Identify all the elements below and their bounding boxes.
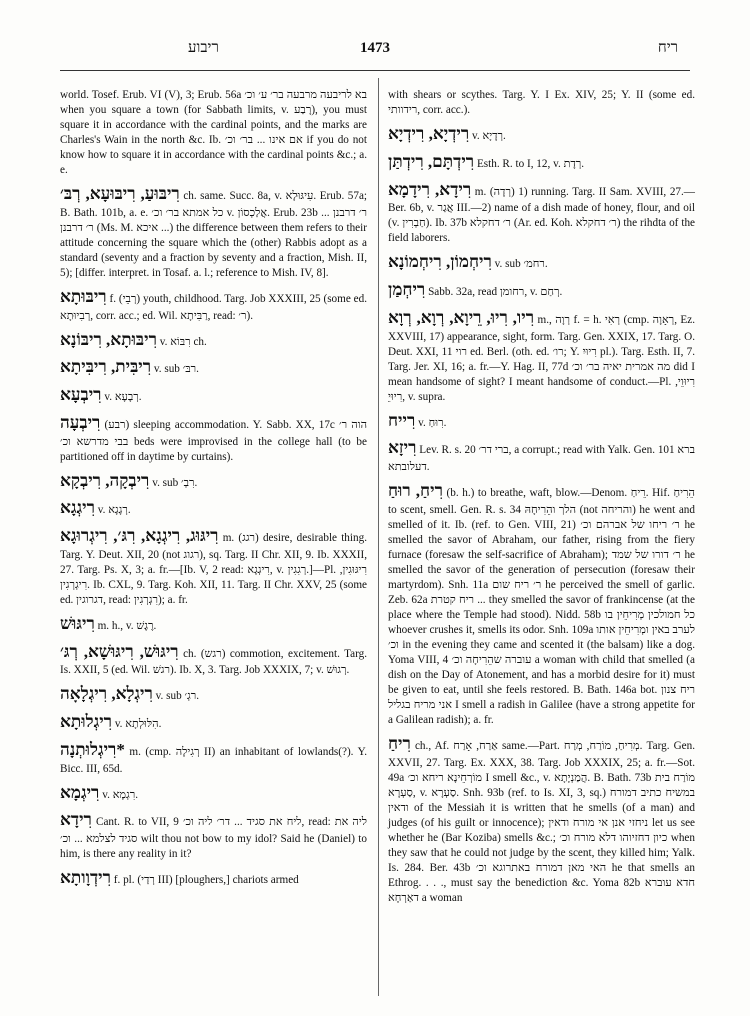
entry-headword: רִיבּוּעַ, רִיבּוּעָא, רְבּ׳ (60, 184, 180, 203)
dictionary-entry (60, 384, 367, 407)
entry-headword: רִיחְמוֹן, רִיחְמוֹנָא (388, 252, 492, 272)
entry-headword: רִיבְעָה (60, 412, 101, 432)
entry-definition: ch. (רגש) commotion, excitement. Targ. Is. XXII, 5 (ed. Wil. רגשׁ). Ib. X, 3. Targ. Job XXXIX, 7; v. רְגוּשׁ. (60, 647, 368, 677)
entry-definition: Lev. R. s. 20 ברי דר׳, a corrupt.; read with Yalk. Gen. 101 ברא דעלובתא. (388, 444, 696, 474)
entry-definition: Cant. R. to VII, 9 ליח את סגיד ... דר׳ ליה וכ׳, read: ליה את סגיד לצלמא ... וכ׳ wilt thou not bow to my idol? Said he (Daniel) to him, is there any reality in it? (60, 816, 368, 861)
entry-headword: רִיבִּית, רִיבִּיתָא (60, 357, 152, 377)
entry-definition: m., רְוָה f. = h. רְאִי (cmp. רְאָוָה, Ez. XXVIII, 17) appearance, sight, form. Targ. Gen. XXIX, 17. Targ. O. Deut. XXI, 11 רוי ed. Berl. (oth. ed. רו׳; Y. רִיוּיִ pl.). Targ. Esth. II, 7. Targ. Jer. XI, 16; a. fr.—Y. Hag. II, 77d מה אמרית יאיה בר׳ וכ׳ did I mean handsome of sight? I meant handsome of conduct.—Pl. רִיוּוֵי, רִיוּיֵ, v. supra. (388, 313, 696, 403)
entry-definition: v. רִגְמָא. (102, 788, 139, 801)
entry-headword: רִיבְעָא (60, 385, 102, 405)
entry-headword: רִיחַ, רוּחַ (388, 481, 443, 501)
entry-headword: רִיבּוּתָא, רִיבּוֹנָא (60, 329, 157, 349)
entry-definition: (רבע) sleeping accommodation. Y. Sabb. XX, 17c הוה ר׳ בבי מדרשא וכ׳ beds were improvised in the college hall (to be partitioned off in daytime by curtains). (60, 418, 367, 463)
dictionary-entry (388, 123, 695, 146)
entry-definition: v. הִלּוּלְתָא. (114, 718, 162, 731)
entry-headword: רִיגְלוּתָא (60, 712, 113, 732)
entry-definition: Esth. R. to I, 12, v. רְדָת. (476, 157, 585, 170)
entry-headword: רִידָא (60, 810, 92, 830)
entry-definition: ch., Af. אַרַח, אָרַח same.—Part. מְרִיחַ, מוֹרַח, מְרַח. Targ. Gen. XXVII, 27. Targ. Ex. XXX, 38. Targ. Job XXXIX, 25; a. fr.—Sot. 49a מוֹרְחֵינָא ריחא וכ׳ I smell &c., v. הֲמַנְיָתָא. B. Bath. 73b מוֹרַח בית סַעְרָא, v. סַעְרָא. Snh. 93b (ref. to Is. XI, 3, sq.) במשיח כתיב דמורח ודאין of the Messiah it is written that he smells (of a man) and judges (of his guilt or innocence); ניחזי אנן אי מורח ודאין let us see whether he (Bar Koziba) smells &c.; כיון דחזיוהו דלא מורח וכ׳ when they saw that he could not judge by the scent, they killed him; Yalk. Is. 284. Ber. 43b האי מאן דמורח באתרוגא וכ׳ he that smells an Ethrog. . . ., must say the benediction &c. Yoma 82b חדא עוברא דאַרְחָא a woman (388, 739, 696, 904)
entry-headword: רִיזָא (388, 438, 417, 458)
entry-headword: רִיחְמַן (388, 280, 426, 300)
dictionary-entry (60, 641, 367, 679)
dictionary-entry (60, 88, 367, 178)
dictionary-entry (388, 88, 695, 118)
dictionary-entry (388, 279, 695, 302)
entry-definition: v. רְדָיָא. (472, 130, 506, 142)
entry-definition: f. (רְבֵי) youth, childhood. Targ. Job XXXIII, 25 (some ed. רְבִיוּתָא, corr. acc.; ed. Wil. רַבִּיתָא, read: ר׳). (60, 292, 368, 322)
dictionary-entry (60, 782, 367, 805)
entry-headword: רִיו, רִיוּ, רֵיוָא, רְוָא, רְוָא (388, 307, 535, 327)
dictionary-entry (388, 307, 695, 405)
dictionary-entry (60, 183, 367, 281)
entry-headword: רִיגּוּשׁ, רִיגּוּשָׁא, רְגּ׳ (60, 641, 179, 661)
entry-definition: ch. same. Succ. 8a, v. עִיגּוּלָא. Erub. 57a; B. Bath. 101b, a. e. כל אמתא בר׳ וכ׳ v. אֲלַכְסוֹן. Erub. 23b ר׳ דרבנן ... ר׳ דרבנן (Ms. M. איכא ...) the difference between them refers to their attitude concerning the square which the (other) Rabbis adopt as a standard (seventy and a fraction by seventy and a fraction, Mish. II, 5); [differ. interpret. in Tosaf. a. l.; reference to Mish. IV, 8]. (60, 190, 368, 279)
dictionary-entry (60, 497, 367, 520)
dictionary-entry (388, 733, 695, 906)
entry-definition: v. רְגָגָא. (97, 504, 131, 517)
dictionary-entry (388, 480, 695, 728)
dictionary-entry (388, 251, 695, 274)
entry-definition: v. sub רִבְ׳. (152, 476, 198, 489)
dictionary-entry (388, 151, 695, 174)
dictionary-entry (60, 809, 367, 862)
entry-headword: רִיגְלָא, רִיגְלָאָה (60, 684, 153, 704)
entry-headword: רִיבְקָה, רִיבְקָא (60, 470, 150, 490)
dictionary-entry (388, 179, 695, 247)
entry-definition: m. (רגג) desire, desirable thing. Targ. Y. Deut. XII, 20 (not רגוג), sq. Targ. II Chr. XII, 9. Ib. XXXII, 27. Targ. Ps. X, 3; a. fr.—[Ib. V, 2 read: רִיגְגָא, v. רְגִגִין.]—Pl. רִיגּוּגִין, רִיגְרְגִין. Ib. CXL, 9. Targ. Koh. XII, 11. Targ. II Chr. XXV, 25 (some ed. דגרוגין, read: רִגְרְגִין); a. fr. (60, 532, 367, 606)
left-column (60, 88, 367, 892)
dictionary-entry (60, 356, 367, 379)
entry-headword: רִיחַ (388, 733, 411, 753)
entry-headword: רִידָא, רִידָמָא (388, 179, 472, 199)
entry-definition: v. sub רגְ׳. (155, 690, 200, 703)
entry-definition: (b. h.) to breathe, waft, blow.—Denom. רֵיחַ. Hif. הֵרִיחַ to scent, smell. Gen. R. s. 34 הלך והֵרִיחָהּ (not והריחה) he went and smelled of it. Ib. (ref. to Gen. VIII, 21) ר׳ ריחו של אברהם וכ׳ he smelled the savor of Abraham, our father, rising from the fiery furnace (foresaw the self-sacrifice of Abraham); ר׳ דורו של שמד he smelled the savor of the generation of persecution (foresaw their martyrdom). Snh. 11a ר׳ ריח שום he perceived the smell of garlic. Zeb. 62a ריח קטרת ... they smelled the savor of frankincense (at the place where the Temple had stood). Nidd. 58b כל חמולכין מְרִיחֵין בו whoever crushes it, smells its odor. Snh. 109a לערב באין ומְרִיחֵין אותו וכ׳ in the evening they came and scented it (the balsam) like a dog. Yoma VIII, 4 עוברה שהֵרִיחָה וכ׳ a woman with child that smelled (a dish on the Day of Atonement, and has a morbid desire for it) must be given to eat, until she feels restored. B. Bath. 146a bot. ריח צנון אני מריח בגליל I smell a radish in Galilee (have a strong appetite for a Galilean radish); a. fr. (388, 487, 696, 726)
entry-definition: world. Tosef. Erub. VI (V), 3; Erub. 56a בא לריבעה מרבעה בר׳ ע׳ וכ׳ when you square a town (for Sabbath limits, v. רָבַע), you must square it in accordance with the cardinal points, and the marks are Charles's Wain in the north &c. Ib. אם אינו ... בר׳ וכ׳ if you do not know how to square it in accordance with the cardinal points &c.; a. e. (60, 89, 368, 176)
entry-definition: f. pl. (רְדַי III) [ploughers,] chariots armed (113, 874, 299, 887)
entry-definition: v. sub רבּ׳. (153, 363, 199, 376)
header-rule (60, 70, 690, 71)
dictionary-entry (60, 470, 367, 493)
entry-headword: רִיגְמָא (60, 782, 100, 802)
page-number: 1473 (360, 40, 390, 56)
dictionary-entry (60, 329, 367, 352)
entry-headword: רִידְיָא, רִידְיָא (388, 124, 470, 143)
dictionary-entry (60, 739, 367, 777)
dictionary-entry (60, 286, 367, 324)
entry-definition: v. sub רחמ׳. (494, 258, 548, 271)
entry-definition: m. h., v. רֶגֶשׁ. (97, 619, 157, 632)
entry-headword: רִיגּוּג, רִיגְגָא, רִגּ׳, רִיגְרוּגָא (60, 526, 219, 546)
dictionary-entry (60, 613, 367, 636)
entry-headword: רִיבּוּתָא (60, 286, 107, 306)
dictionary-entry (60, 683, 367, 706)
dictionary-entry (388, 437, 695, 475)
entry-headword: רִיגְגָא (60, 498, 95, 518)
dictionary-entry (388, 410, 695, 433)
column-divider (378, 78, 379, 996)
entry-definition: v. רִוּחַ. (418, 416, 447, 429)
entry-definition: m. (cmp. רְגִילָה II) an inhabitant of lowlands(?). Y. Bicc. III, 65d. (60, 745, 368, 775)
header-left-guide-word: ריבוע (188, 40, 219, 56)
entry-definition: Sabb. 32a, read רחומן, v. רְחַם. (428, 286, 563, 299)
dictionary-entry (60, 711, 367, 734)
entry-definition: v. רִבּוֹא ch. (159, 335, 207, 348)
entry-headword: רִידְוָותָא (60, 868, 111, 888)
entry-headword: *רִיגְלוּתְנָה (60, 739, 125, 759)
page-header (60, 40, 690, 64)
dictionary-entry (60, 525, 367, 608)
right-column (388, 88, 695, 908)
header-right-guide-word: ריח (657, 40, 678, 56)
entry-headword: רִידְתָּם, רִידְתַּן (388, 151, 475, 171)
entry-definition: with shears or scythes. Targ. Y. I Ex. XIV, 25; Y. II (some ed. רידוותי, corr. acc.). (388, 89, 695, 116)
dictionary-entry (60, 867, 367, 890)
entry-headword: רִייח (388, 410, 416, 430)
dictionary-entry (60, 412, 367, 465)
entry-headword: רִיגּוּשׁ (60, 613, 95, 633)
entry-definition: m. (רְדָה) 1) running. Targ. II Sam. XVIII, 27.—Ber. 6b, v. אֲגַר III.—2) name of a dish made of honey, flour, and oil (v. חַבְרִין). Ib. 37b ר׳ דחקלא (Ar. ed. Koh. ר׳ דחקלא) the rihdta of the field laborers. (388, 185, 696, 245)
entry-definition: v. רְבָעָא. (104, 391, 142, 404)
